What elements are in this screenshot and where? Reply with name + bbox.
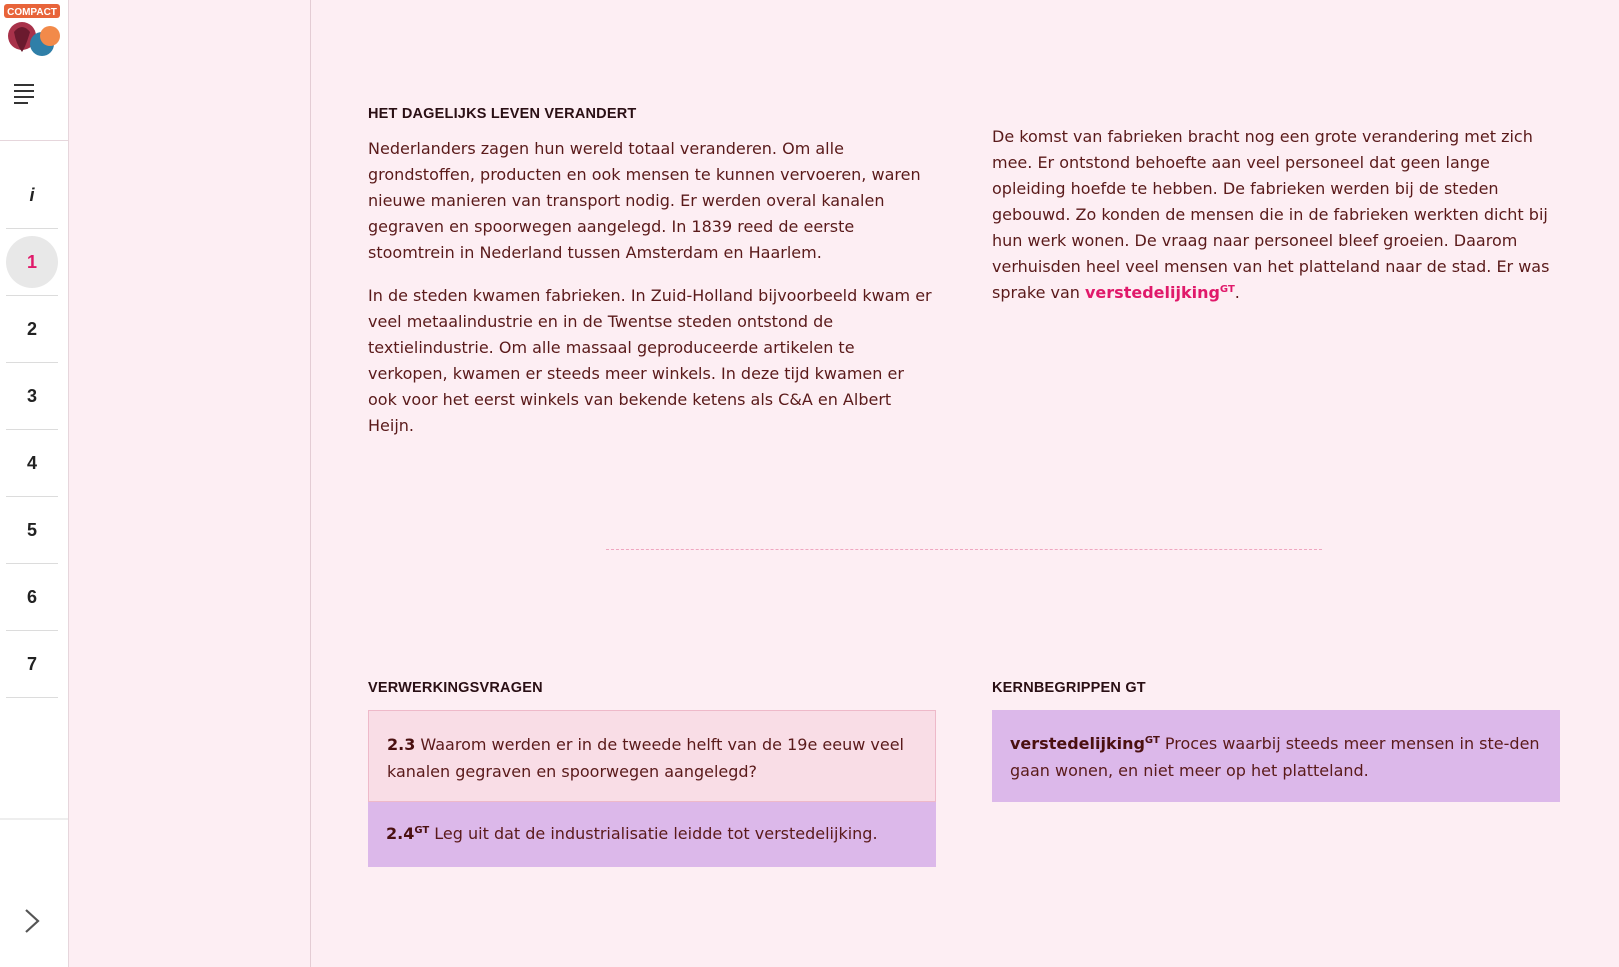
concept-definition: Proces waarbij steeds meer mensen in ste-den gaan wonen, en niet meer op het platteland. (1010, 734, 1540, 780)
section-separator (606, 549, 1322, 550)
sidebar (0, 0, 69, 967)
paragraph-urbanisation-text: De komst van fabrieken bracht nog een grote verandering met zich mee. Er ontstond behoefte aan veel personeel dat geen lange opleiding hoefde te hebben. De fabrieken werden bij de steden gebouwd. Zo konden de mensen die in de fabrieken werkten dicht bij hun werk wonen. De vraag naar personeel bleef groeien. Daarom verhuisden heel veel mensen van het platteland naar de stad. Er was sprake van (992, 127, 1550, 302)
section-heading: HET DAGELIJKS LEVEN VERANDERT (368, 106, 637, 122)
sidebar-divider-bottom (0, 818, 68, 820)
nav-item-1[interactable]: 1 (6, 229, 58, 296)
question-2-3[interactable] (368, 710, 936, 802)
nav-item-2[interactable]: 2 (6, 296, 58, 363)
question-2-4[interactable] (368, 802, 936, 867)
concept-term: verstedelijking$^{GT}$ (1010, 734, 1160, 753)
nav-item-4[interactable]: 4 (6, 430, 58, 497)
nav-item-7[interactable]: 7 (6, 631, 58, 698)
compact-logo[interactable] (4, 2, 60, 60)
nav-item-info[interactable]: i (6, 162, 58, 229)
nav-item-3[interactable]: 3 (6, 363, 58, 430)
sidebar-divider (0, 140, 68, 141)
paragraph-urbanisation: De komst van fabrieken bracht nog een grote verandering met zich mee. Er ontstond behoefte aan veel personeel dat geen lange opleiding hoefde te hebben. De fabrieken werden bij de steden gebouwd. Zo konden de mensen die in de fabrieken werkten dicht bij hun werk wonen. De vraag naar personeel bleef groeien. Daarom verhuisden heel veel mensen van het platteland naar de stad. Er was sprake van verstedelijking$^{GT}$. (992, 127, 1550, 302)
question-text: Waarom werden er in de tweede helft van de 19e eeuw veel kanalen gegraven en spoorwegen aangelegd? (387, 735, 904, 781)
question-text: Leg uit dat de industrialisatie leidde tot verstedelijking. (429, 824, 878, 843)
questions-heading: VERWERKINGSVRAGEN (368, 680, 543, 696)
concepts-heading: KERNBEGRIPPEN GT (992, 680, 1146, 696)
paragraph-factories: In de steden kwamen fabrieken. In Zuid-Holland bijvoorbeeld kwam er veel metaalindustrie en in de Twentse steden ontstond de textielindustrie. Om alle massaal geproduceerde artikelen te verkopen, kwamen er steeds meer winkels. In deze tijd kwamen er ook voor het eerst winkels van bekende ketens als C&A en Albert Heijn. (368, 286, 932, 435)
question-number: 2.3 (387, 735, 416, 754)
concept-verstedelijking (992, 710, 1560, 802)
chevron-right-icon[interactable] (18, 904, 46, 938)
glossary-link-verstedelijking[interactable]: verstedelijking$^{GT}$ (1085, 283, 1235, 302)
logo-text: COMPACT (7, 7, 57, 18)
paragraph-transport: Nederlanders zagen hun wereld totaal veranderen. Om alle grondstoffen, producten en ook mensen te kunnen vervoeren, waren nieuwe manieren van transport nodig. Er werden overal kanalen gegraven en spoorwegen aangelegd. In 1839 reed de eerste stoomtrein in Nederland tussen Amsterdam en Haarlem. (368, 139, 921, 262)
hamburger-icon[interactable] (14, 80, 46, 108)
nav-item-6[interactable]: 6 (6, 564, 58, 631)
question-number: $2.4^{GT}$ (386, 824, 430, 843)
column-divider (310, 0, 311, 967)
nav-item-5[interactable]: 5 (6, 497, 58, 564)
chapter-nav (6, 162, 58, 698)
